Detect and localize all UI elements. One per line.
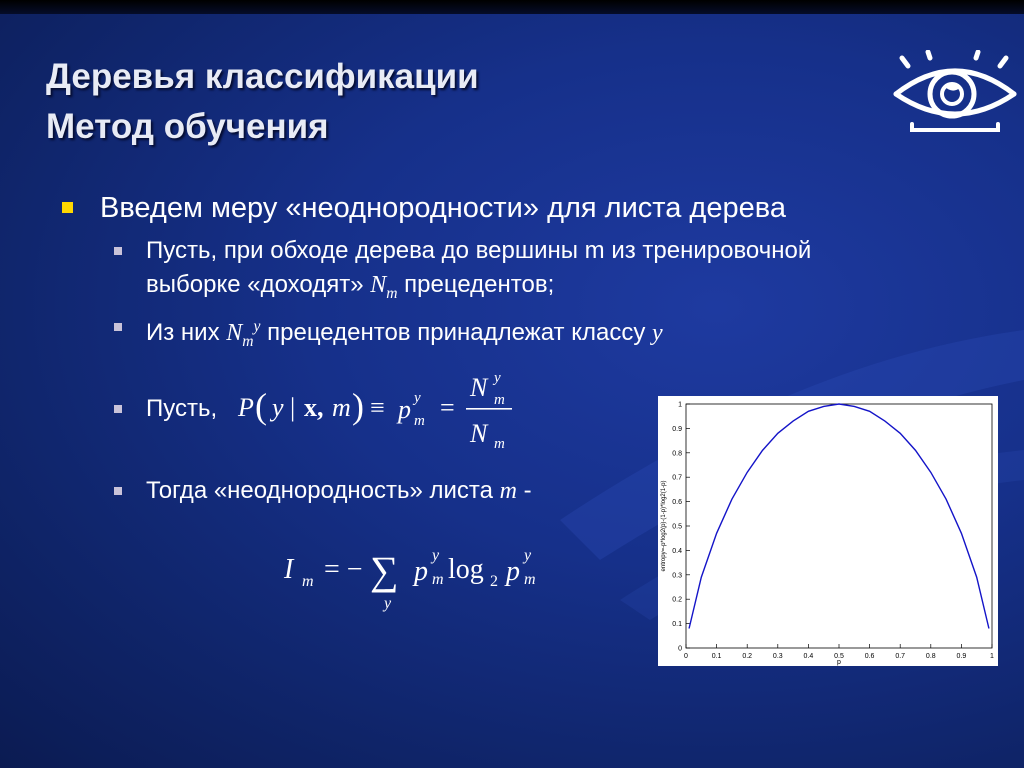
svg-text:p: p — [414, 556, 428, 587]
eye-logo-icon — [890, 50, 1020, 136]
y-tick-label: 0.3 — [672, 572, 682, 580]
x-tick-label: 1 — [990, 653, 994, 660]
svg-text:m: m — [332, 393, 351, 422]
entropy-chart — [658, 396, 998, 666]
svg-text:y: y — [384, 595, 392, 612]
y-axis-label: entropy=-p*log2(p)-(1-p)*log2(1-p) — [661, 480, 667, 572]
fraction-bar — [466, 408, 512, 410]
paren-right: ) — [352, 386, 364, 426]
svg-text:N: N — [470, 419, 488, 448]
slide-title — [46, 52, 479, 152]
svg-text:m: m — [494, 392, 505, 408]
svg-text:m: m — [494, 436, 505, 452]
svg-text:|: | — [290, 393, 296, 422]
x-axis-label: p — [837, 659, 841, 666]
probability-formula — [230, 362, 530, 458]
square-bullet-icon — [114, 323, 122, 331]
y-tick-label: 0.6 — [672, 499, 682, 507]
entropy-chart-svg — [658, 396, 998, 666]
svg-text:2: 2 — [490, 573, 498, 590]
sub-bullet-2-text: Из них $N_m^y$ прецедентов принадлежат классу y — [146, 318, 663, 350]
top-bar — [0, 0, 1024, 14]
svg-text:= −: = − — [324, 554, 363, 585]
y-tick-label: 0.4 — [672, 547, 682, 555]
x-tick-label: 0.3 — [772, 653, 783, 660]
y-tick-label: 0.8 — [672, 450, 682, 458]
svg-text:y: y — [272, 393, 284, 422]
svg-text:∑: ∑ — [370, 548, 399, 593]
y-tick-label: 1 — [678, 401, 682, 409]
entropy-series-line — [689, 404, 989, 628]
y-tick-label: 0 — [678, 645, 682, 653]
svg-text:m: m — [414, 413, 425, 429]
sub-bullet-1-line-2: выборке «доходят» $N_m$ прецедентов; — [146, 271, 555, 302]
svg-text:y: y — [524, 547, 532, 564]
svg-text:I: I — [284, 554, 294, 585]
x-tick-label: 0.2 — [742, 653, 753, 660]
x-tick-label: 0.5 — [834, 653, 844, 660]
x-tick-label: 0.1 — [711, 653, 722, 660]
paren-left: ( — [255, 386, 267, 426]
svg-text:m: m — [432, 571, 444, 588]
n-m-y-symbol: $N_m^y$ — [226, 318, 261, 350]
y-tick-label: 0.1 — [672, 621, 682, 629]
x-tick-label: 0.9 — [956, 653, 967, 660]
impurity-formula — [280, 530, 570, 620]
title-line-1: Деревья классификации — [46, 57, 479, 96]
square-bullet-icon — [114, 405, 122, 413]
n-m-symbol: $N_m$ — [370, 272, 398, 302]
sub-bullet-3-text: Пусть, — [146, 395, 218, 422]
svg-text:=: = — [440, 393, 455, 422]
y-tick-label: 0.7 — [672, 474, 682, 482]
x-tick-label: 0.8 — [925, 653, 936, 660]
main-bullet-text: Введем меру «неоднородности» для листа дерева — [100, 192, 786, 224]
x-tick-label: 0.6 — [864, 653, 875, 660]
svg-text:x,: x, — [304, 393, 324, 422]
svg-text:≡: ≡ — [370, 393, 385, 422]
y-tick-label: 0.5 — [672, 523, 682, 531]
x-tick-label: 0.7 — [895, 653, 906, 660]
class-y-symbol: y — [652, 320, 663, 346]
sub-bullet-1-line-1: Пусть, при обходе дерева до вершины m из тренировочной — [146, 237, 812, 264]
plot-frame — [686, 404, 992, 648]
svg-text:y: y — [494, 370, 501, 386]
svg-text:y: y — [432, 547, 440, 564]
square-bullet-icon — [114, 487, 122, 495]
x-tick-label: 0.4 — [803, 653, 814, 660]
svg-text:p: p — [398, 395, 411, 424]
y-tick-label: 0.2 — [672, 596, 682, 604]
svg-text:p: p — [506, 556, 520, 587]
svg-text:P: P — [238, 393, 254, 422]
square-bullet-icon — [114, 247, 122, 255]
leaf-m-symbol: m — [499, 478, 517, 504]
svg-text:y: y — [414, 390, 421, 406]
x-tick-label: 0 — [684, 653, 688, 660]
y-tick-label: 0.9 — [672, 425, 682, 433]
title-line-2: Метод обучения — [46, 107, 329, 146]
sub-bullet-4-text: Тогда «неоднородность» листа m - — [146, 477, 532, 504]
svg-text:N: N — [470, 373, 488, 402]
svg-text:m: m — [524, 571, 536, 588]
yellow-square-bullet-icon — [62, 202, 73, 213]
svg-text:log: log — [448, 554, 484, 585]
svg-text:m: m — [302, 573, 314, 590]
